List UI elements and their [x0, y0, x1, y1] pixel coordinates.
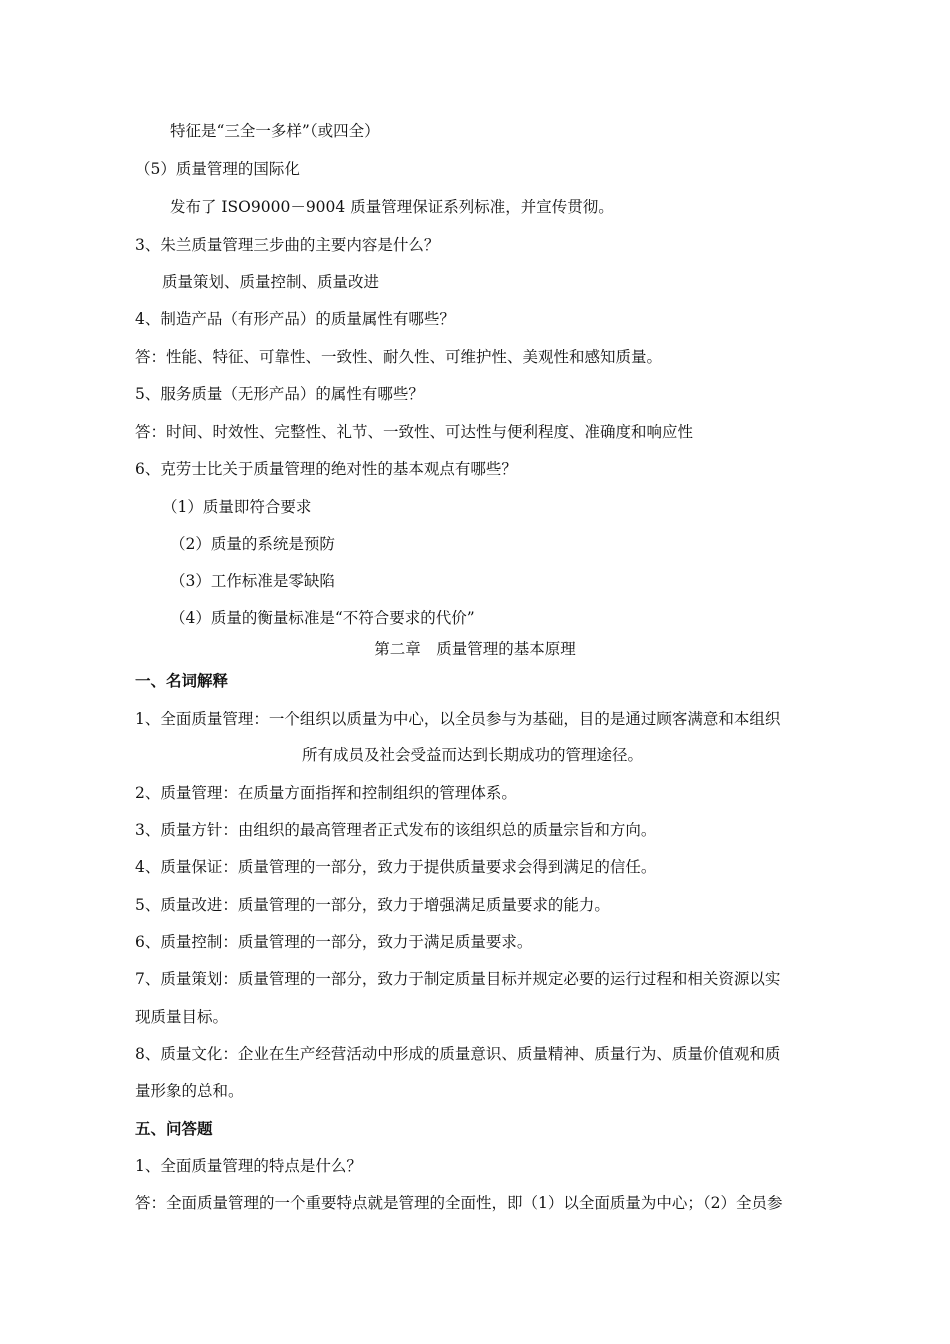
question-line: 3、朱兰质量管理三步曲的主要内容是什么？ — [135, 236, 440, 254]
section-heading: 一、名词解释 — [135, 672, 229, 690]
answer-line: 答：全面质量管理的一个重要特点就是管理的全面性，即（1）以全面质量为中心；（2）全员参 — [135, 1194, 783, 1212]
list-item: （1）质量即符合要求 — [162, 498, 312, 516]
definition-line: 2、质量管理：在质量方面指挥和控制组织的管理体系。 — [135, 784, 517, 802]
list-item: （2）质量的系统是预防 — [170, 535, 335, 553]
list-item: （3）工作标准是零缺陷 — [170, 572, 335, 590]
question-line: 6、克劳士比关于质量管理的绝对性的基本观点有哪些？ — [135, 460, 517, 478]
chapter-title: 第二章 质量管理的基本原理 — [374, 640, 576, 658]
answer-line: 答：性能、特征、可靠性、一致性、耐久性、可维护性、美观性和感知质量。 — [135, 348, 663, 366]
definition-line: 8、质量文化：企业在生产经营活动中形成的质量意识、质量精神、质量行为、质量价值观和质 — [135, 1045, 781, 1063]
text-line: 特征是“三全一多样”（或四全） — [170, 122, 380, 140]
question-line: 1、全面质量管理的特点是什么？ — [135, 1157, 362, 1175]
list-item: （4）质量的衡量标准是“不符合要求的代价” — [170, 609, 475, 627]
section-heading: 五、问答题 — [135, 1120, 213, 1138]
section-heading: （5）质量管理的国际化 — [135, 160, 300, 178]
answer-line: 答：时间、时效性、完整性、礼节、一致性、可达性与便利程度、准确度和响应性 — [135, 423, 694, 441]
definition-line: 4、质量保证：质量管理的一部分，致力于提供质量要求会得到满足的信任。 — [135, 858, 657, 876]
definition-continuation: 所有成员及社会受益而达到长期成功的管理途径。 — [302, 746, 644, 764]
definition-line: 3、质量方针：由组织的最高管理者正式发布的该组织总的质量宗旨和方向。 — [135, 821, 657, 839]
question-line: 4、制造产品（有形产品）的质量属性有哪些？ — [135, 310, 455, 328]
answer-line: 质量策划、质量控制、质量改进 — [162, 273, 380, 291]
definition-line: 1、全面质量管理：一个组织以质量为中心，以全员参与为基础，目的是通过顾客满意和本组织 — [135, 710, 781, 728]
definition-line: 5、质量改进：质量管理的一部分，致力于增强满足质量要求的能力。 — [135, 896, 610, 914]
text-line: 发布了 ISO9000－9004 质量管理保证系列标准，并宣传贯彻。 — [170, 198, 614, 216]
definition-continuation: 量形象的总和。 — [135, 1082, 244, 1100]
definition-line: 7、质量策划：质量管理的一部分，致力于制定质量目标并规定必要的运行过程和相关资源以实 — [135, 970, 781, 988]
definition-continuation: 现质量目标。 — [135, 1008, 229, 1026]
question-line: 5、服务质量（无形产品）的属性有哪些？ — [135, 385, 424, 403]
definition-line: 6、质量控制：质量管理的一部分，致力于满足质量要求。 — [135, 933, 533, 951]
